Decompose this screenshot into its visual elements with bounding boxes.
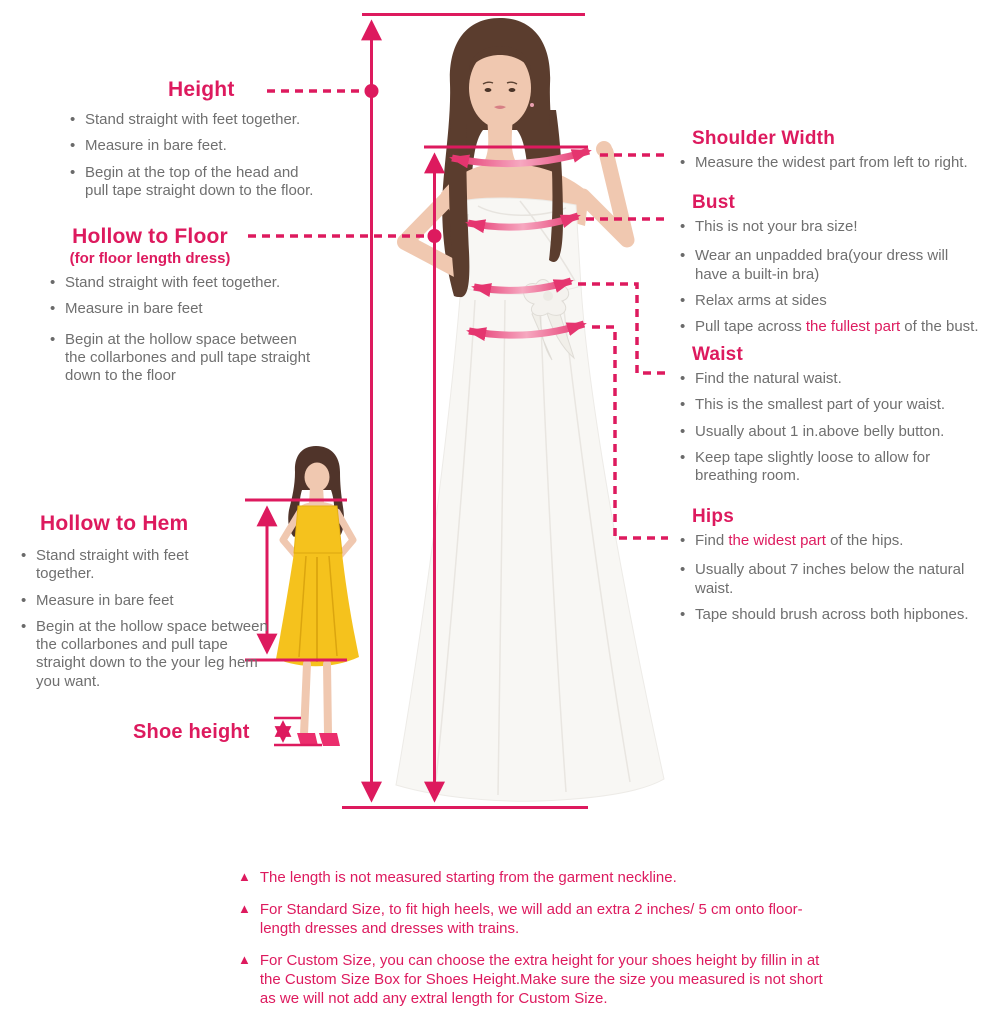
petite-heel-right	[319, 733, 340, 746]
instruction-item: • Measure in bare feet	[19, 592, 276, 610]
section-title-height: Height	[168, 78, 235, 101]
instruction-item: • Usually about 7 inches below the natural waist.	[678, 561, 995, 598]
hand-right	[596, 141, 612, 157]
brow-left	[483, 82, 493, 84]
section-subtitle-hollow-to-floor: (for floor length dress)	[69, 250, 231, 267]
skirt-fold	[436, 300, 475, 780]
note-item	[238, 900, 834, 938]
petite-heel-left	[297, 733, 318, 746]
hollow-connector-dot	[428, 229, 442, 243]
instruction-item: • Stand straight with feet together.	[68, 111, 348, 129]
instruction-item: • Keep tape slightly loose to allow for breathing room.	[678, 449, 975, 486]
petite-pleat	[299, 556, 306, 657]
waist-bow	[524, 280, 569, 316]
section-title-hollow-to-floor: Hollow to Floor	[72, 225, 228, 248]
instruction-item: • Stand straight with feet together.	[19, 547, 216, 584]
section-title-hips: Hips	[692, 506, 734, 527]
height-connector-dot	[365, 84, 379, 98]
hair-strand-right	[549, 110, 563, 262]
note-item	[238, 951, 834, 1008]
dress-bodice	[457, 198, 581, 295]
dress-skirt	[396, 285, 664, 801]
instruction-item: • Find the natural waist.	[678, 370, 998, 388]
hair-strand-left	[449, 118, 469, 297]
face	[469, 48, 531, 128]
section-title-shoulder-width: Shoulder Width	[692, 128, 835, 149]
waist-connector-dashed	[578, 284, 668, 373]
neck	[485, 112, 515, 166]
height-section	[56, 78, 348, 208]
instruction-item: • This is not your bra size!	[678, 218, 998, 236]
lips	[494, 106, 506, 110]
main-model	[396, 18, 664, 801]
hips-tape-arrow	[469, 324, 584, 335]
eye-left	[485, 88, 492, 92]
chest	[441, 163, 589, 226]
shoe-height-bracket	[274, 718, 322, 745]
highlighted-phrase: the widest part	[728, 532, 826, 549]
petite-hair	[288, 446, 344, 537]
skirt-fold	[540, 298, 566, 792]
arm-right	[583, 152, 627, 240]
petite-face	[305, 463, 330, 492]
eye-right	[509, 88, 516, 92]
note-text: For Standard Size, to fit high heels, we will add an extra 2 inches/ 5 cm onto floor-length dresses and dresses with trains.	[259, 901, 803, 938]
warning-triangle-icon: ▲	[238, 952, 251, 968]
instruction-item: • Tape should brush across both hipbones.	[678, 606, 998, 624]
warning-triangle-icon: ▲	[238, 901, 251, 917]
petite-skirt	[276, 553, 359, 666]
section-title-waist: Waist	[692, 344, 743, 365]
bust-section	[676, 192, 998, 344]
bow-knot	[543, 291, 553, 301]
shoulder-width-section	[676, 128, 998, 180]
notes-section	[238, 868, 834, 1021]
instruction-item: • Measure in bare feet	[48, 300, 340, 318]
petite-chest	[299, 502, 337, 516]
hollow-to-hem-section	[16, 512, 276, 699]
petite-pleat	[329, 556, 337, 656]
instruction-item: • Begin at the hollow space between the collarbones and pull tape straight down to the your leg hem you want.	[19, 618, 272, 691]
note-text: The length is not measured starting from the garment neckline.	[259, 869, 677, 886]
warning-triangle-icon: ▲	[238, 869, 251, 884]
bodice-fold	[464, 214, 468, 283]
petite-neck	[309, 487, 324, 506]
skirt-fold	[498, 300, 505, 795]
section-title-hollow-to-hem: Hollow to Hem	[40, 512, 189, 535]
shoulder-tape-arrow	[452, 151, 589, 164]
instruction-item: • Begin at the top of the head and pull tape straight down to the floor.	[68, 164, 323, 201]
petite-bodice	[294, 506, 342, 553]
instruction-item: • Pull tape across the fullest part of the bust.	[678, 318, 998, 336]
bodice-fold	[520, 201, 575, 281]
petite-model	[276, 446, 359, 746]
highlighted-phrase: the fullest part	[805, 318, 901, 336]
section-title-bust: Bust	[692, 192, 736, 213]
earring	[530, 103, 534, 107]
section-title-shoe-height: Shoe height	[133, 721, 250, 743]
hair-back	[442, 18, 558, 298]
brow-right	[507, 82, 517, 84]
instruction-item: • Begin at the hollow space between the collarbones and pull tape straight down to the floor	[48, 331, 313, 386]
hips-connector-dashed	[592, 327, 668, 538]
petite-arm-left	[283, 512, 300, 560]
skirt-fold	[562, 293, 630, 782]
hollow-to-floor-section	[30, 225, 340, 393]
bust-tape-arrow	[468, 216, 578, 227]
waist-tape-arrow	[474, 281, 571, 290]
hips-section	[676, 506, 998, 632]
waist-section	[676, 344, 998, 493]
instruction-item: • This is the smallest part of your waist.	[678, 396, 998, 414]
shoe-height-section	[133, 721, 250, 744]
petite-leg-left	[304, 664, 307, 734]
petite-bang	[304, 453, 331, 464]
hair-fringe	[469, 46, 531, 70]
instruction-item: • Usually about 1 in.above belly button.	[678, 423, 998, 441]
instruction-item: • Measure the widest part from left to right.	[678, 154, 998, 172]
petite-leg-right	[327, 664, 328, 734]
instruction-item: • Measure in bare feet.	[68, 137, 348, 155]
instruction-item: • Relax arms at sides	[678, 292, 998, 310]
petite-arm-right	[336, 512, 353, 560]
bodice-fold	[478, 206, 566, 215]
arm-left	[405, 196, 458, 270]
note-item	[238, 868, 834, 887]
note-text: For Custom Size, you can choose the extra height for your shoes height by fillin in at the Custom Size Box for Shoes Height.Make sure the size you measured is not short as we will not add any extral length for Custom Size.	[259, 952, 823, 1008]
instruction-item: • Wear an unpadded bra(your dress will have a built-in bra)	[678, 247, 967, 284]
instruction-item: • Stand straight with feet together.	[48, 274, 340, 292]
instruction-item: • Find the widest part of the hips.	[678, 532, 998, 550]
bow-tails	[532, 310, 574, 360]
